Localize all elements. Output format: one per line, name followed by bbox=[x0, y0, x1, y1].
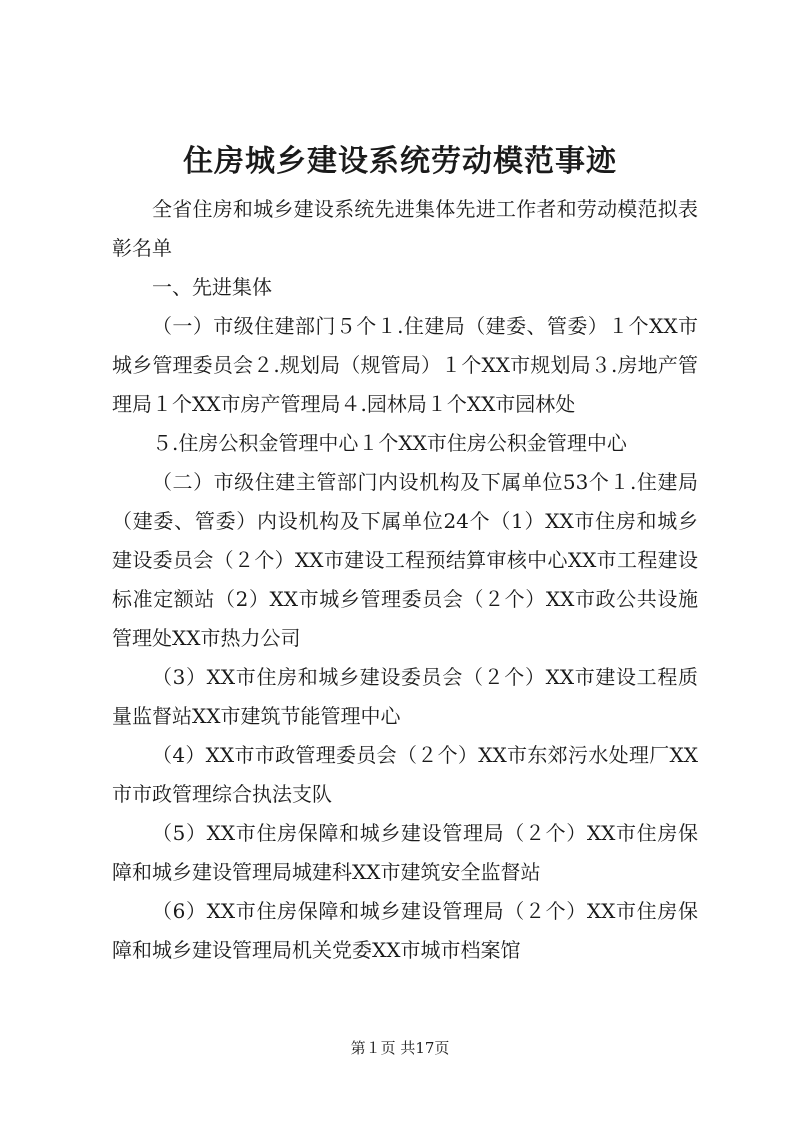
paragraph-internal-units: （二）市级住建主管部门内设机构及下属单位53个１.住建局（建委、管委）内设机构及下属单位24个（1）XX市住房和城乡建设委员会（２个）XX市建设工程预结算审核中心XX市工程建设标准定额站（2）XX市城乡管理委员会（２个）XX市政公共设施管理处XX市热力公司 bbox=[112, 470, 698, 650]
paragraph-item-3: （3）XX市住房和城乡建设委员会（２个）XX市建设工程质量监督站XX市建筑节能管理中心 bbox=[112, 665, 698, 728]
paragraph-city-departments: （一）市级住建部门５个１.住建局（建委、管委）１个XX市城乡管理委员会２.规划局（规管局）１个XX市规划局３.房地产管理局１个XX市房产管理局４.园林局１个XX市园林处 bbox=[112, 314, 698, 416]
paragraph-item-4: （4）XX市市政管理委员会（２个）XX市东郊污水处理厂XX市市政管理综合执法支队 bbox=[112, 743, 698, 806]
paragraph-intro: 全省住房和城乡建设系统先进集体先进工作者和劳动模范拟表彰名单 bbox=[112, 197, 698, 260]
paragraph-item-6: （6）XX市住房保障和城乡建设管理局（２个）XX市住房保障和城乡建设管理局机关党委XX市城市档案馆 bbox=[112, 899, 698, 962]
page-number: 第１页 共17页 bbox=[350, 1039, 450, 1057]
paragraph-item-5: （5）XX市住房保障和城乡建设管理局（２个）XX市住房保障和城乡建设管理局城建科XX市建筑安全监督站 bbox=[112, 821, 698, 884]
document-title: 住房城乡建设系统劳动模范事迹 bbox=[183, 144, 617, 179]
document-body bbox=[112, 190, 698, 970]
paragraph-housing-fund: ５.住房公积金管理中心１个XX市住房公积金管理中心 bbox=[152, 431, 627, 455]
section-heading-advanced-collectives: 一、先进集体 bbox=[152, 275, 272, 299]
